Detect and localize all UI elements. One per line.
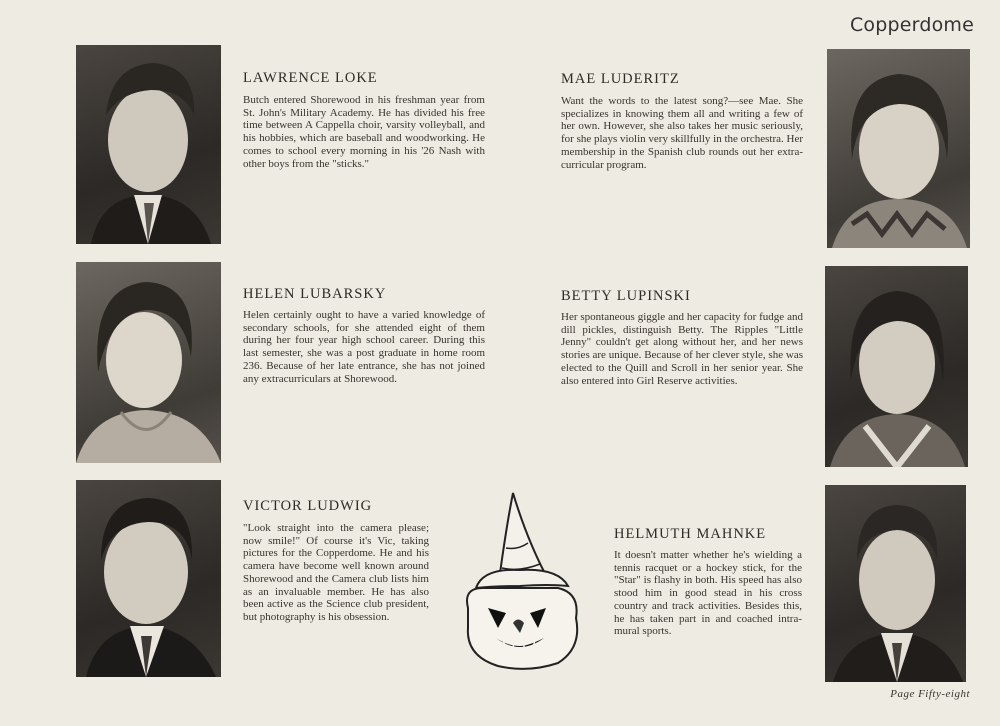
portrait-photo-victor-ludwig	[76, 480, 221, 677]
male-portrait-icon	[825, 485, 966, 682]
page-header-title: Copperdome	[849, 14, 974, 36]
portrait-photo-mae-luderitz	[827, 49, 970, 248]
student-bio-lawrence-loke: Butch entered Shorewood in his freshman year from St. John's Military Academy. He has divided his free time between A Cappella choir, varsity volleyball, and his hobbies, which are baseball and woodworking. He comes to school every morning in his '26 Nash with other boys from the "sticks."	[243, 94, 485, 170]
page-number-footer: Page Fifty-eight	[890, 688, 970, 700]
student-name-betty-lupinski: BETTY LUPINSKI	[561, 288, 691, 304]
female-portrait-icon	[827, 49, 970, 248]
student-bio-victor-ludwig: "Look straight into the camera please; now smile!" Of course it's Vic, taking pictures for the Copperdome. He and his camera have become well known around Shorewood and the Camera club lists him as an invaluable member. He has also been active as the Science club president, but photography is his obsession.	[243, 522, 429, 623]
student-name-mae-luderitz: MAE LUDERITZ	[561, 71, 680, 87]
student-bio-betty-lupinski: Her spontaneous giggle and her capacity for fudge and dill pickles, distinguish Betty. The Ripples "Little Jenny" couldn't get along without her, and her news stories are unique. Because of her clever style, she was elected to the Quill and Scroll in her senior year. She also entered into Girl Reserve activities.	[561, 311, 803, 387]
student-bio-helen-lubarsky: Helen certainly ought to have a varied knowledge of secondary schools, for she attended eight of them during her four year high school career. During this last semester, she was a post graduate in home room 236. Because of her late entrance, she has not joined any extracurriculars at Shorewood.	[243, 309, 485, 385]
portrait-photo-helen-lubarsky	[76, 262, 221, 463]
male-portrait-icon	[76, 45, 221, 244]
portrait-photo-helmuth-mahnke	[825, 485, 966, 682]
student-name-victor-ludwig: VICTOR LUDWIG	[243, 498, 373, 514]
student-name-helmuth-mahnke: HELMUTH MAHNKE	[614, 526, 767, 542]
student-name-lawrence-loke: LAWRENCE LOKE	[243, 70, 378, 86]
portrait-photo-lawrence-loke	[76, 45, 221, 244]
portrait-photo-betty-lupinski	[825, 266, 968, 467]
student-name-helen-lubarsky: HELEN LUBARSKY	[243, 286, 387, 302]
female-portrait-icon	[76, 262, 221, 463]
gnome-mascot-illustration	[458, 488, 582, 674]
student-bio-helmuth-mahnke: It doesn't matter whether he's wielding a tennis racquet or a hockey stick, for the "Star" is flashy in both. His speed has also stood him in good stead in his cross country and track activities. Besides this, he has taken part in and coached intra-mural sports.	[614, 549, 802, 638]
male-portrait-icon	[76, 480, 221, 677]
female-portrait-icon	[825, 266, 968, 467]
student-bio-mae-luderitz: Want the words to the latest song?—see Mae. She specializes in knowing them all and writing a few of her own. However, she also takes her music seriously, for she plays violin very skillfully in the orchestra. Her membership in the Spanish club rounds out her extra-curricular program.	[561, 95, 803, 171]
